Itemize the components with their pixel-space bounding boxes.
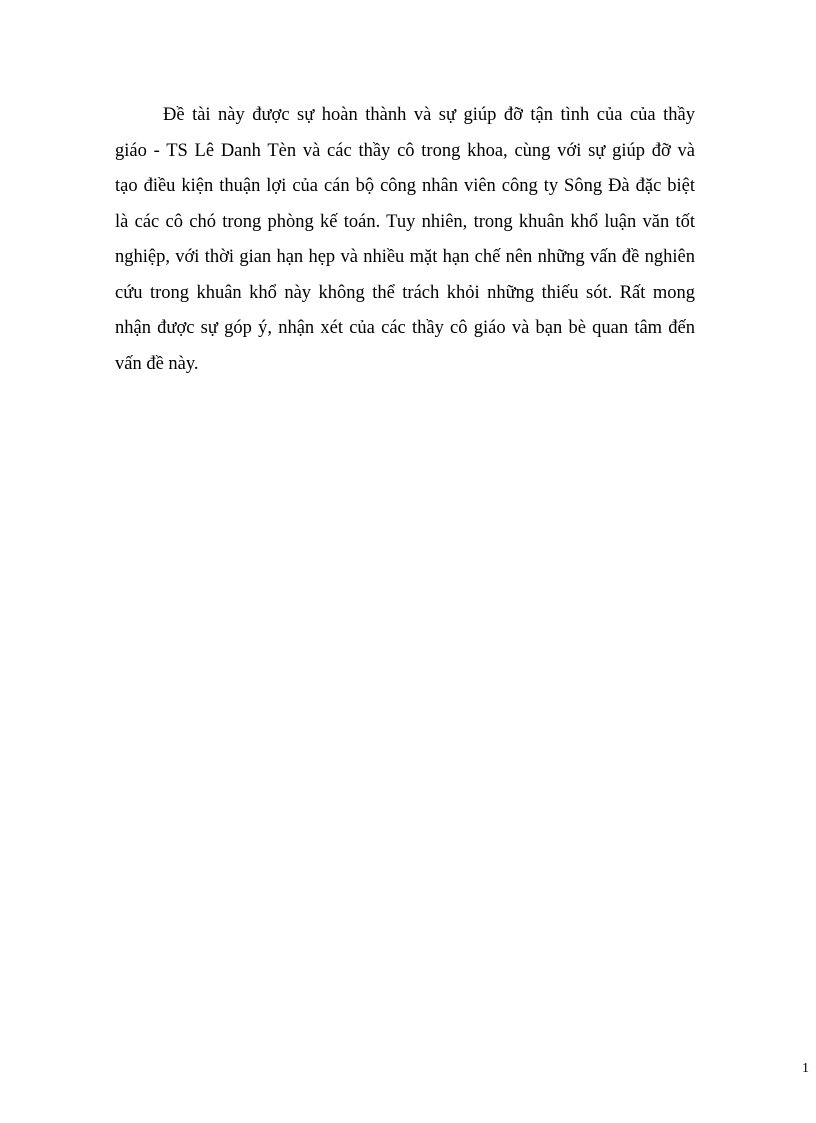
paragraph-line: tạo điều kiện thuận lợi của cán bộ công nhân viên công ty Sông Đà đặc biệt [115,176,695,196]
paragraph-line: cứu trong khuân khổ này không thể trách khỏi những thiếu sót. Rất mong [115,282,695,303]
paragraph-line: là các cô chó trong phòng kế toán. Tuy nhiên, trong khuân khổ luận văn tốt [115,211,695,232]
body-paragraph [115,98,695,382]
page-number: 1 [802,1061,809,1076]
paragraph-line: giáo - TS Lê Danh Tèn và các thầy cô trong khoa, cùng với sự giúp đỡ và [115,140,695,161]
paragraph-line: nghiệp, với thời gian hạn hẹp và nhiều mặt hạn chế nên những vấn đề nghiên [115,247,695,267]
paragraph-line: Đề tài này được sự hoàn thành và sự giúp đỡ tận tình của của thầy [163,105,695,125]
paragraph-line: vấn đề này. [115,353,199,374]
paragraph-line: nhận được sự góp ý, nhận xét của các thầy cô giáo và bạn bè quan tâm đến [115,318,695,338]
